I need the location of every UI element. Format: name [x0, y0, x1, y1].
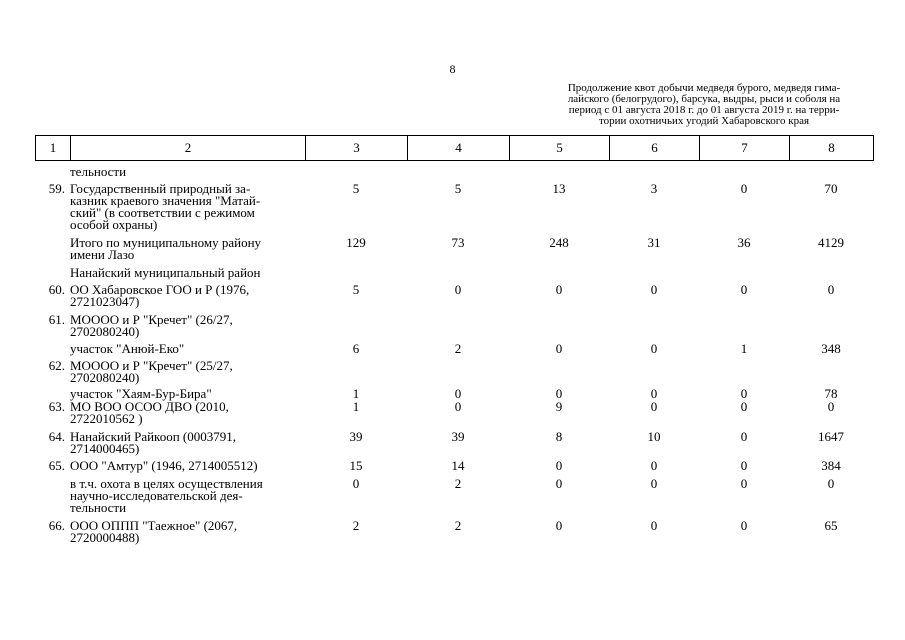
- table-row: [35, 460, 873, 472]
- row-name: Государственный природный за- казник краевого значения "Матай- ский" (в соответствии с режимом особой охраны): [70, 181, 261, 232]
- cell-col4: [407, 360, 509, 384]
- column-header-5: 5: [510, 136, 610, 161]
- table-row: [35, 237, 873, 261]
- cell-col5: 0: [555, 386, 563, 401]
- cell-col5: 0: [555, 476, 563, 491]
- cell-col4: [407, 314, 509, 338]
- cell-col7: 0: [740, 181, 748, 196]
- row-number: 65.: [48, 458, 65, 473]
- cell-col5: [509, 314, 609, 338]
- cell-col8: 0: [827, 282, 835, 297]
- cell-col3: 6: [352, 341, 360, 356]
- cell-col7: 0: [740, 282, 748, 297]
- row-name: ОО Хабаровское ГОО и Р (1976, 2721023047): [70, 282, 250, 309]
- table-caption: Продолжение квот добычи медведя бурого, медведя гима- лайского (белогрудого), барсука, выдры, рыси и соболя на период с 01 августа 2018 г. до 01 августа 2019 г. на терри- тории охотничьих угодий Хабаровского края: [567, 82, 841, 127]
- cell-col5: [509, 267, 609, 279]
- cell-col3: 0: [352, 476, 360, 491]
- cell-col5: [509, 360, 609, 384]
- row-name: ООО "Амтур" (1946, 2714005512): [70, 458, 258, 473]
- cell-col4: 2: [454, 518, 462, 533]
- column-header-8: 8: [790, 136, 874, 161]
- cell-col6: [609, 166, 699, 178]
- row-name: Нанайский муниципальный район: [70, 265, 261, 280]
- row-name: участок "Анюй-Еко": [70, 341, 185, 356]
- row-name: Итого по муниципальному району имени Лазо: [70, 235, 262, 262]
- cell-col5: [509, 166, 609, 178]
- row-name: ООО ОППП "Таежное" (2067, 2720000488): [70, 518, 238, 545]
- column-header-3: 3: [306, 136, 408, 161]
- cell-col3: 39: [349, 429, 363, 444]
- cell-col4: 73: [451, 235, 465, 250]
- cell-col3: [305, 360, 407, 384]
- cell-col7: 0: [740, 518, 748, 533]
- cell-col7: [699, 360, 789, 384]
- table-row: [35, 314, 873, 338]
- cell-col8: [789, 314, 873, 338]
- table-row: [35, 343, 873, 355]
- cell-col7: 0: [740, 386, 748, 401]
- cell-col6: 31: [647, 235, 661, 250]
- row-number: 62.: [48, 358, 65, 373]
- row-number: 61.: [48, 312, 65, 327]
- cell-col5: 0: [555, 282, 563, 297]
- cell-col7: [699, 314, 789, 338]
- row-name: МОООО и Р "Кречет" (25/27, 2702080240): [70, 358, 233, 385]
- cell-col4: 2: [454, 476, 462, 491]
- column-header-4: 4: [408, 136, 510, 161]
- row-number: [35, 267, 70, 279]
- cell-col5: 13: [552, 181, 566, 196]
- column-header-2: 2: [71, 136, 306, 161]
- row-name: тельности: [70, 164, 127, 179]
- table-row: [35, 478, 873, 514]
- table-row: [35, 520, 873, 544]
- table-header: [35, 135, 874, 161]
- cell-col4: 39: [451, 429, 465, 444]
- cell-col6: 0: [650, 399, 658, 414]
- cell-col4: 2: [454, 341, 462, 356]
- row-number: [35, 166, 70, 178]
- cell-col3: 2: [352, 518, 360, 533]
- cell-col4: 0: [454, 386, 462, 401]
- cell-col3: 1: [352, 386, 360, 401]
- cell-col8: 384: [821, 458, 841, 473]
- cell-col3: 15: [349, 458, 363, 473]
- cell-col4: [407, 166, 509, 178]
- cell-col6: 0: [650, 518, 658, 533]
- table-row: [35, 360, 873, 384]
- cell-col6: 10: [647, 429, 661, 444]
- cell-col3: [305, 267, 407, 279]
- cell-col4: [407, 267, 509, 279]
- row-number: 64.: [48, 429, 65, 444]
- row-number: 59.: [48, 181, 65, 196]
- table-row: [35, 267, 873, 279]
- row-name: Нанайский Райкооп (0003791, 2714000465): [70, 429, 236, 456]
- row-name: МО ВОО ОСОО ДВО (2010, 2722010562 ): [70, 399, 229, 426]
- cell-col6: 3: [650, 181, 658, 196]
- cell-col7: [699, 166, 789, 178]
- row-number: 63.: [48, 399, 65, 414]
- table-row: [35, 401, 873, 425]
- cell-col8: 65: [824, 518, 838, 533]
- cell-col5: 248: [549, 235, 569, 250]
- cell-col6: [609, 360, 699, 384]
- cell-col6: 0: [650, 386, 658, 401]
- row-number: 66.: [48, 518, 65, 533]
- table-body: [35, 166, 873, 544]
- cell-col4: 14: [451, 458, 465, 473]
- table-row: [35, 431, 873, 455]
- row-name: в т.ч. охота в целях осуществления научно-исследовательской дея- тельности: [70, 476, 263, 515]
- cell-col7: 36: [737, 235, 751, 250]
- cell-col8: 348: [821, 341, 841, 356]
- cell-col6: 0: [650, 458, 658, 473]
- cell-col5: 0: [555, 341, 563, 356]
- row-name: участок "Хаям-Бур-Бира": [70, 386, 212, 401]
- cell-col7: 0: [740, 458, 748, 473]
- cell-col4: 0: [454, 282, 462, 297]
- cell-col8: 1647: [818, 429, 844, 444]
- cell-col3: 129: [346, 235, 366, 250]
- cell-col8: [789, 267, 873, 279]
- cell-col5: 0: [555, 518, 563, 533]
- cell-col8: 78: [824, 386, 838, 401]
- cell-col6: [609, 267, 699, 279]
- table-row: [35, 166, 873, 178]
- cell-col8: 0: [827, 399, 835, 414]
- cell-col8: 0: [827, 476, 835, 491]
- cell-col7: 0: [740, 429, 748, 444]
- cell-col6: 0: [650, 476, 658, 491]
- cell-col8: 70: [824, 181, 838, 196]
- cell-col4: 5: [454, 181, 462, 196]
- table-row: [35, 183, 873, 231]
- cell-col8: 4129: [818, 235, 844, 250]
- cell-col6: 0: [650, 341, 658, 356]
- cell-col6: [609, 314, 699, 338]
- cell-col8: [789, 360, 873, 384]
- cell-col3: 1: [352, 399, 360, 414]
- cell-col8: [789, 166, 873, 178]
- row-number: [35, 343, 70, 355]
- cell-col7: [699, 267, 789, 279]
- cell-col3: 5: [352, 181, 360, 196]
- row-number: [35, 478, 70, 514]
- row-name: МОООО и Р "Кречет" (26/27, 2702080240): [70, 312, 233, 339]
- table-row: [35, 284, 873, 308]
- cell-col4: 0: [454, 399, 462, 414]
- cell-col5: 9: [555, 399, 563, 414]
- cell-col7: 0: [740, 476, 748, 491]
- cell-col7: 0: [740, 399, 748, 414]
- row-number: [35, 237, 70, 261]
- cell-col3: [305, 166, 407, 178]
- cell-col5: 0: [555, 458, 563, 473]
- column-header-7: 7: [700, 136, 790, 161]
- cell-col7: 1: [740, 341, 748, 356]
- cell-col5: 8: [555, 429, 563, 444]
- cell-col6: 0: [650, 282, 658, 297]
- column-header-6: 6: [610, 136, 700, 161]
- cell-col3: 5: [352, 282, 360, 297]
- cell-col3: [305, 314, 407, 338]
- column-header-1: 1: [36, 136, 71, 161]
- row-number: 60.: [48, 282, 65, 297]
- page-number: 8: [449, 62, 456, 76]
